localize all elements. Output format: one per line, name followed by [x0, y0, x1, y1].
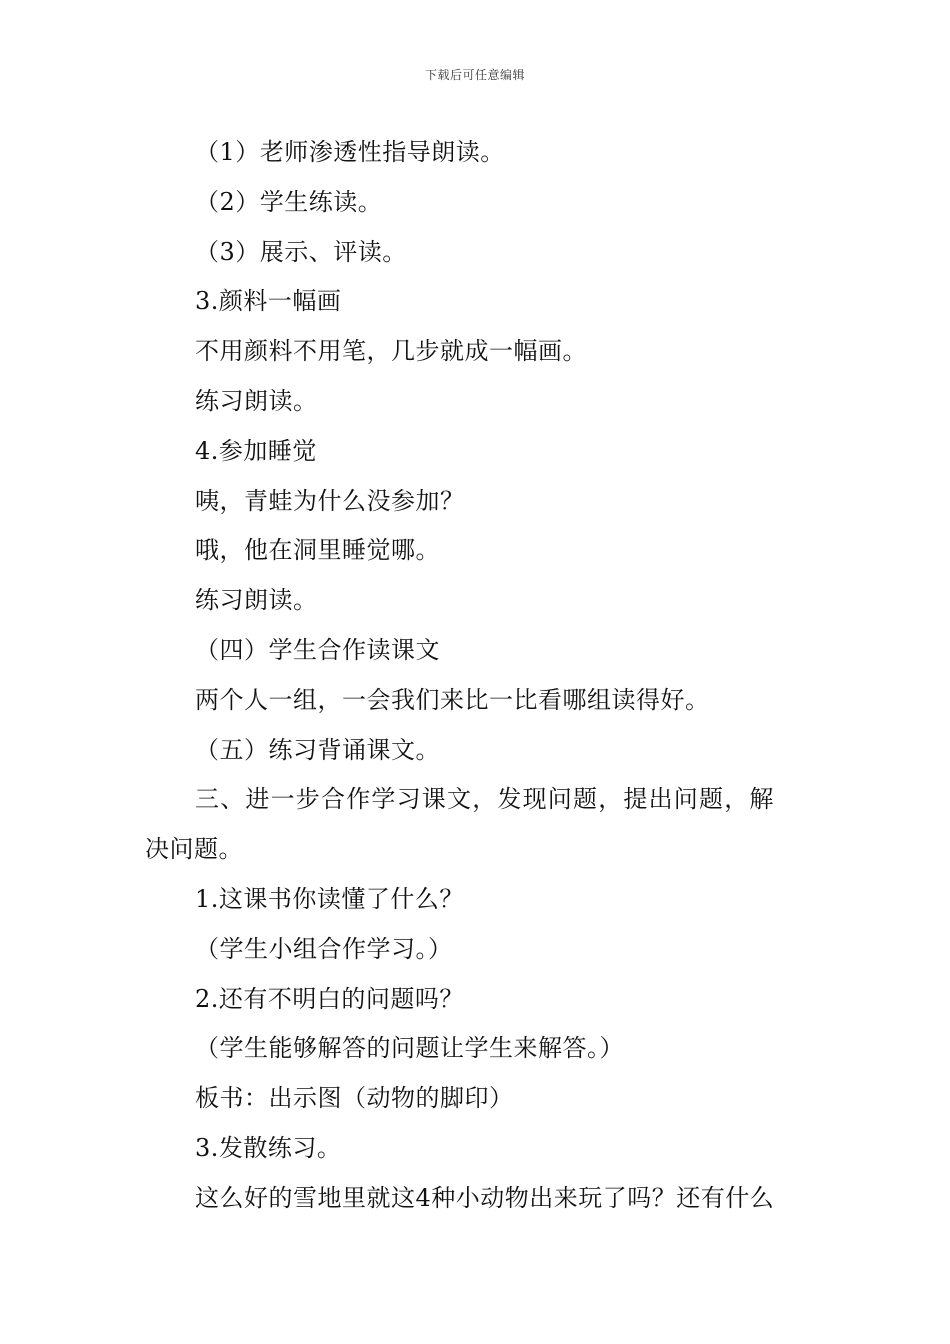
- paragraph-line: 哦，他在洞里睡觉哪。: [195, 536, 440, 565]
- paragraph-line: 板书：出示图（动物的脚印）: [195, 1084, 514, 1113]
- section-heading: 1.这课书你读懂了什么？: [195, 884, 464, 913]
- page-header: 下载后可任意编辑: [424, 68, 525, 82]
- paragraph-line: 不用颜料不用笔，几步就成一幅画。: [195, 337, 587, 366]
- section-heading: 4.参加睡觉: [195, 436, 317, 465]
- paragraph-line-continuation: 决问题。: [145, 835, 243, 864]
- paragraph-line: （学生小组合作学习。）: [195, 934, 453, 963]
- section-heading: （五）练习背诵课文。: [195, 735, 440, 764]
- paragraph-line: 练习朗读。: [195, 386, 318, 415]
- paragraph-line: 两个人一组，一会我们来比一比看哪组读得好。: [195, 685, 710, 714]
- paragraph-line: （2）学生练读。: [195, 187, 383, 216]
- section-heading: 3.颜料一幅画: [195, 287, 342, 316]
- paragraph-line: （3）展示、评读。: [195, 237, 407, 266]
- paragraph-line: （学生能够解答的问题让学生来解答。）: [195, 1034, 624, 1063]
- paragraph-line: 练习朗读。: [195, 586, 318, 615]
- section-heading: 2.还有不明白的问题吗？: [195, 984, 464, 1013]
- paragraph-line: 这么好的雪地里就这4种小动物出来玩了吗？还有什么: [195, 1183, 775, 1212]
- section-heading: 3.发散练习。: [195, 1133, 342, 1162]
- paragraph-line: 咦，青蛙为什么没参加？: [195, 486, 465, 515]
- document-body: [145, 128, 810, 1224]
- section-heading: 三、进一步合作学习课文，发现问题，提出问题，解: [195, 785, 775, 814]
- paragraph-line: （1）老师渗透性指导朗读。: [195, 138, 505, 166]
- section-heading: （四）学生合作读课文: [195, 635, 440, 664]
